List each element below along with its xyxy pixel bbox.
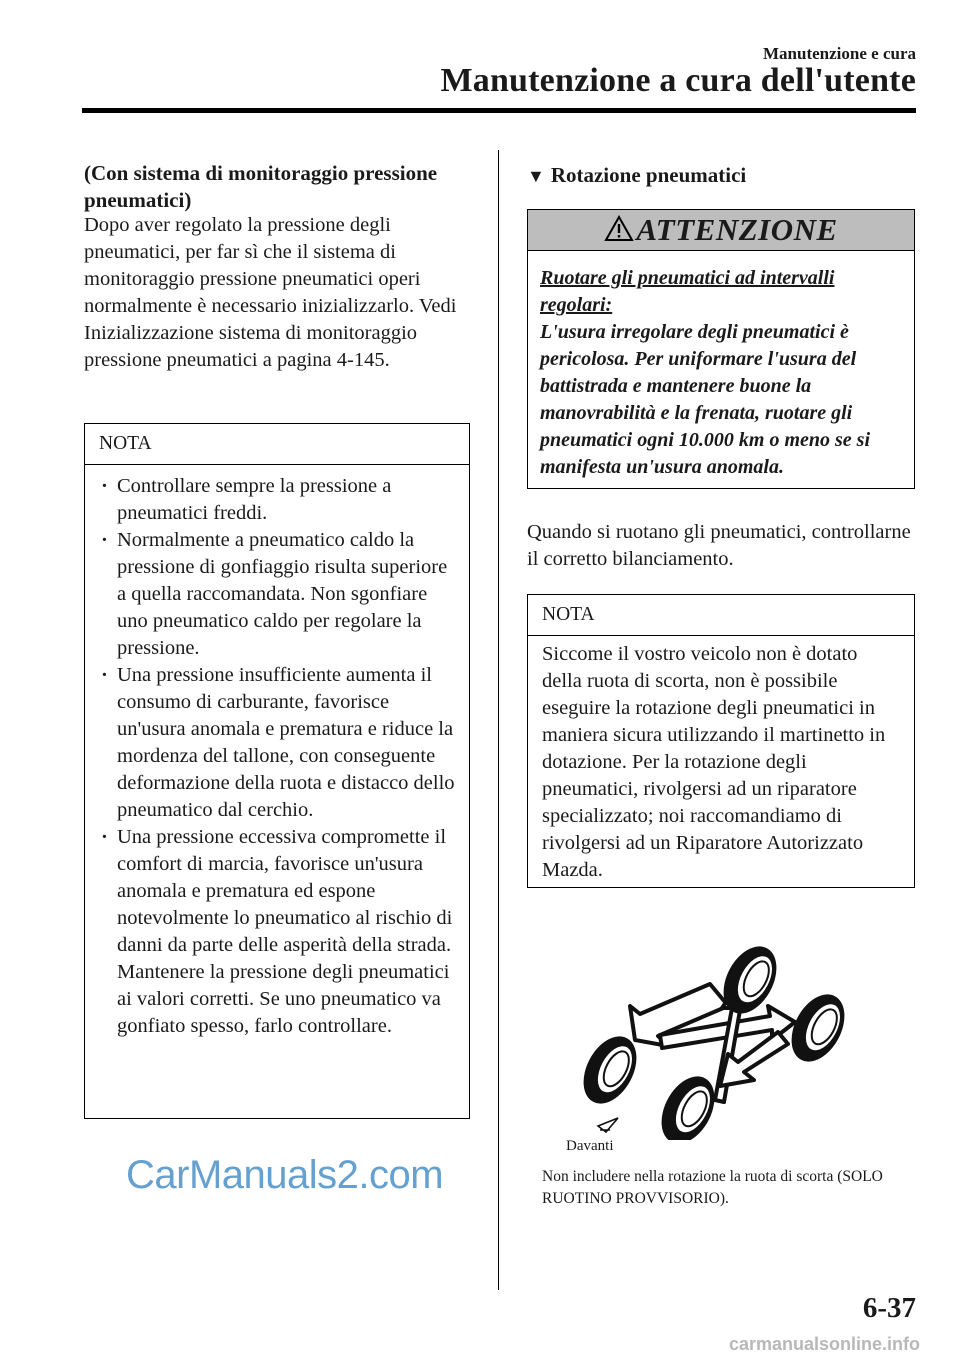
page-title: Manutenzione a cura dell'utente [440, 62, 916, 99]
tire-rear-right [781, 985, 855, 1070]
tpms-paragraph: Dopo aver regolato la pressione degli pneumatici, per far sì che il sistema di monitoraggio pressione pneumatici operi normalmente è necessario inizializzarlo. Vedi Inizializzazione sistema di monitoraggio pressione pneumatici a pagina 4-145. [84, 214, 457, 371]
tire-rear-left [651, 1067, 725, 1140]
note-box-spare [527, 594, 915, 888]
watermark: CarManuals2.com [126, 1153, 444, 1197]
warning-triangle-icon [604, 215, 634, 242]
balancing-paragraph: Quando si ruotano gli pneumatici, controllarne il corretto bilanciamento. [527, 521, 911, 570]
page-number: 6-37 [862, 1292, 916, 1324]
warning-title: ATTENZIONE [636, 212, 838, 247]
figure-caption: Non includere nella rotazione la ruota di scorta (SOLO RUOTINO PROVVISORIO). [542, 1168, 883, 1207]
footer-site: carmanualsonline.info [728, 1334, 920, 1354]
column-divider [498, 150, 499, 1290]
note-title: NOTA [528, 595, 914, 636]
arrows [630, 984, 795, 1102]
note-title: NOTA [85, 424, 469, 465]
note-list [85, 465, 469, 1040]
note-item: · Una pressione insufficiente aumenta il consumo di carburante, favorisce un'usura anomala e prematura e riduce la mordenza del tallone, con conseguente deformazione della ruota e distacco dello pneumatico dal cerchio. [117, 662, 459, 824]
tpms-heading: (Con sistema di monitoraggio pressione pneumatici) [84, 161, 438, 212]
triangle-down-icon: ▼ [527, 166, 545, 186]
section-label: Manutenzione e cura [763, 44, 916, 63]
note-item: · Normalmente a pneumatico caldo la pressione di gonfiaggio risulta superiore a quella raccomandata. Non sgonfiare uno pneumatico caldo per regolare la pressione. [117, 527, 459, 662]
warning-text: L'usura irregolare degli pneumatici è pericolosa. Per uniformare l'usura del battistrada e mantenere buone la manovrabilità e la frenata, ruotare gli pneumatici ogni 10.000 km o meno se si manifesta un'usura anomala. [540, 321, 871, 478]
note-item: · Controllare sempre la pressione a pneumatici freddi. [117, 473, 459, 527]
rotation-heading-text: Rotazione pneumatici [550, 163, 747, 187]
warning-box [527, 209, 915, 489]
note-item: · Una pressione eccessiva compromette il comfort di marcia, favorisce un'usura anomala e prematura ed espone notevolmente lo pneumatico al rischio di danni da parte delle asperità della strada. Mantenere la pressione degli pneumatici ai valori corretti. Se uno pneumatico va gonfiato spesso, farlo controllare. [117, 824, 459, 1040]
warning-header [528, 210, 914, 251]
warning-body [528, 251, 914, 481]
rotation-heading [527, 162, 917, 190]
front-label: Davanti [566, 1138, 614, 1154]
tire-rotation-diagram [560, 940, 860, 1140]
warning-underlined: Ruotare gli pneumatici ad intervalli regolari: [540, 267, 835, 316]
note-text: Siccome il vostro veicolo non è dotato della ruota di scorta, non è possibile eseguire la rotazione degli pneumatici in maniera sicura utilizzando il martinetto in dotazione. Per la rotazione degli pneumatici, rivolgersi ad un riparatore specializzato; noi raccomandiamo di rivolgersi ad un Riparatore Autorizzato Mazda. [542, 643, 886, 881]
note-box-pressure [84, 423, 470, 1119]
front-direction-icon [598, 1118, 618, 1132]
header-rule [82, 108, 916, 113]
